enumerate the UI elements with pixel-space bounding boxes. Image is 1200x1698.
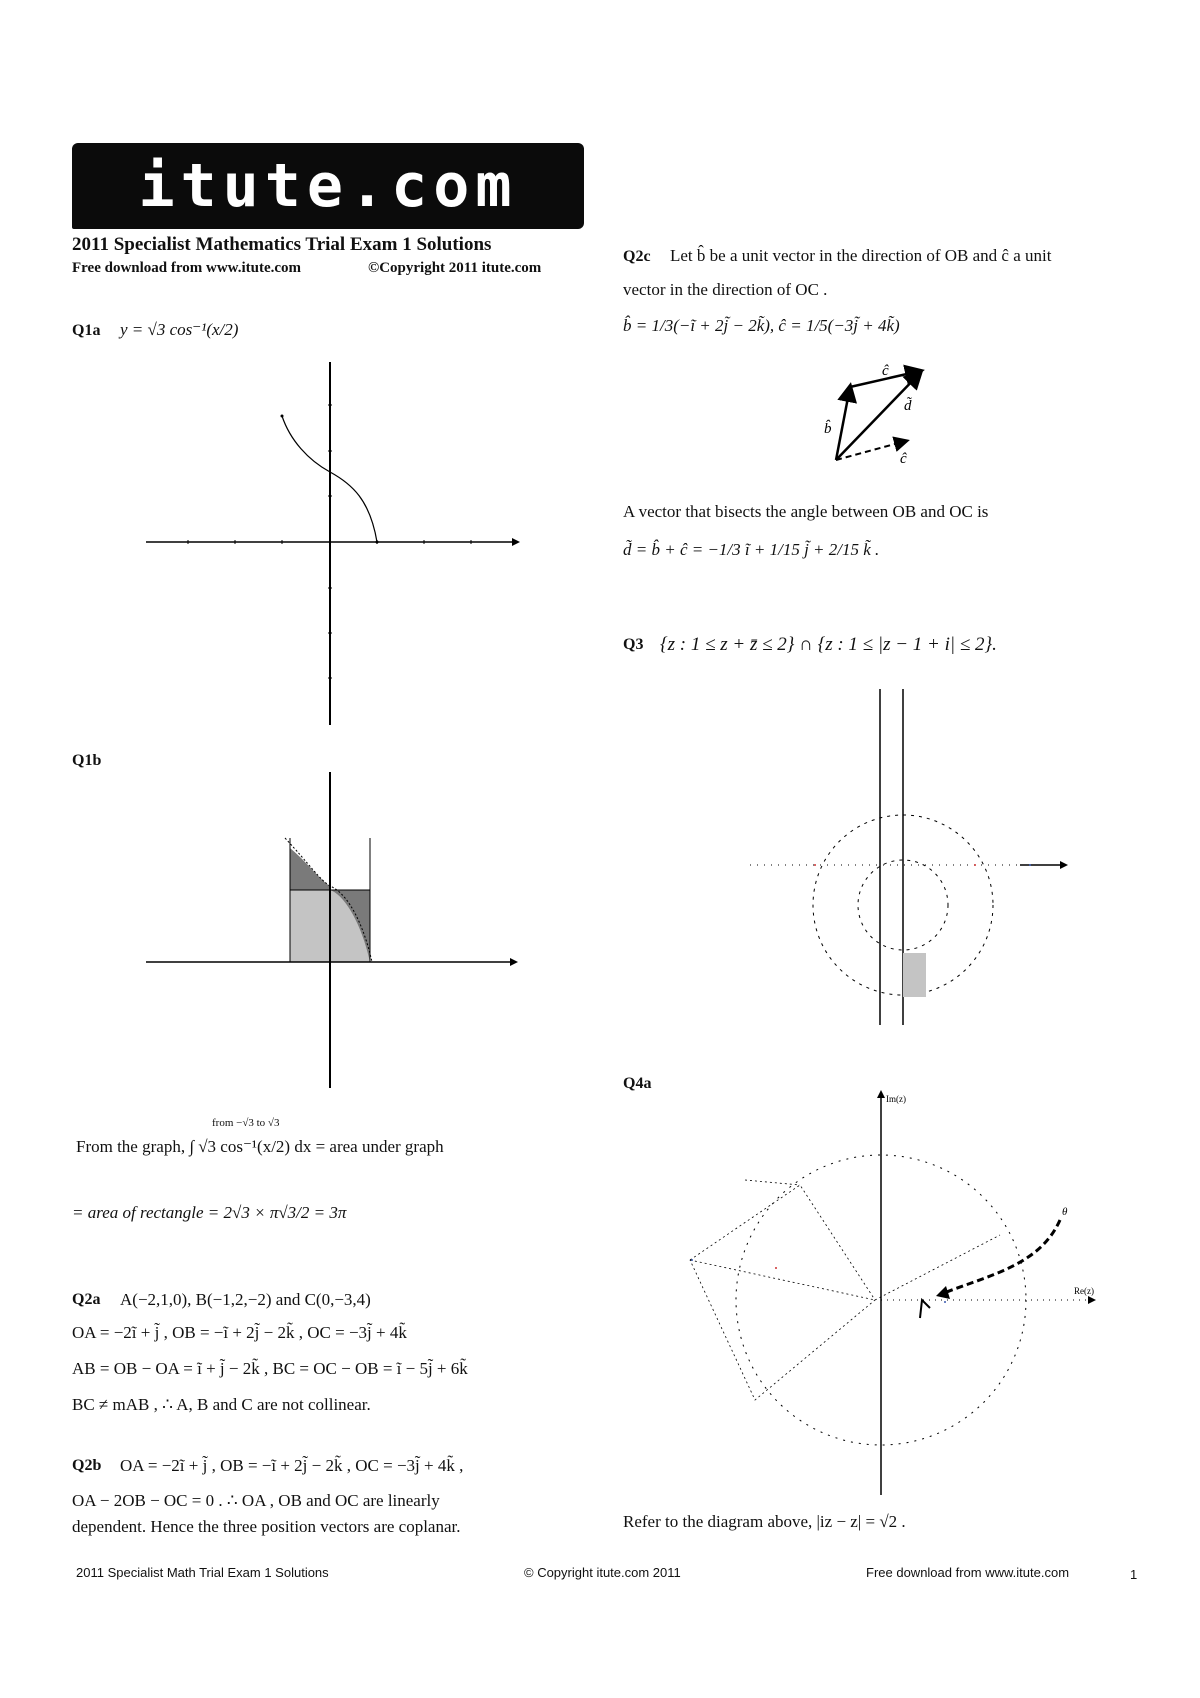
- q2a-line1: OA = −2ĩ + j̃ , OB = −ĩ + 2j̃ − 2k̃ , OC = −3j̃ + 4k̃: [72, 1323, 407, 1342]
- copyright: ©Copyright 2011 itute.com: [368, 260, 542, 276]
- download-link[interactable]: Free download from www.itute.com: [72, 260, 301, 276]
- q2c-line5: d̃ = b̂ + ĉ = −1/3 ĩ + 1/15 j̃ + 2/15 k̃ .: [623, 540, 880, 559]
- q2b-line1: OA = −2ĩ + j̃ , OB = −ĩ + 2j̃ − 2k̃ , OC = −3j̃ + 4k̃ ,: [120, 1456, 464, 1475]
- itute-logo: [72, 143, 584, 229]
- im-axis-label: Im(z): [886, 1094, 906, 1104]
- q2c-vector-diagram: [820, 355, 950, 470]
- q1a-label: Q1a: [72, 322, 101, 339]
- q2a-points: A(−2,1,0), B(−1,2,−2) and C(0,−3,4): [120, 1290, 371, 1309]
- solution-region: [903, 953, 926, 997]
- q2c-line4: A vector that bisects the angle between OB and OC is: [623, 502, 989, 521]
- q3-label: Q3: [623, 636, 644, 653]
- q3-argand-diagram: [730, 685, 1070, 1030]
- label-c-hat-bottom: ĉ: [900, 451, 907, 467]
- page-number: 1: [1130, 1567, 1138, 1582]
- footer-left: 2011 Specialist Math Trial Exam 1 Solutions: [76, 1565, 329, 1580]
- q1b-line2: = area of rectangle = 2√3 × π√3/2 = 3π: [72, 1203, 347, 1222]
- q2c-line3: b̂ = 1/3(−ĩ + 2j̃ − 2k̃), ĉ = 1/5(−3j̃ + 4k̃): [623, 316, 900, 335]
- q2c-line2: vector in the direction of OC .: [623, 280, 828, 299]
- q1b-label: Q1b: [72, 752, 102, 769]
- q2a-label: Q2a: [72, 1291, 101, 1308]
- logo-text: itute.com: [138, 151, 518, 221]
- rotation-arrow: [944, 1220, 1060, 1293]
- q4a-label: Q4a: [623, 1075, 652, 1092]
- label-c-hat-top: ĉ: [882, 363, 889, 379]
- re-axis-label: Re(z): [1074, 1286, 1094, 1296]
- label-b-hat: b̂: [824, 421, 832, 437]
- q2b-label: Q2b: [72, 1457, 102, 1474]
- q1b-limits: from −√3 to √3: [212, 1117, 280, 1129]
- theta-label: θ: [1062, 1206, 1068, 1218]
- q2a-line2: AB = OB − OA = ĩ + j̃ − 2k̃ , BC = OC − OB = ĩ − 5j̃ + 6k̃: [72, 1359, 468, 1378]
- label-d: d̃: [904, 398, 912, 414]
- page-title: 2011 Specialist Mathematics Trial Exam 1 Solutions: [72, 234, 492, 255]
- q4a-argand-diagram: [660, 1090, 1100, 1500]
- footer-right[interactable]: Free download from www.itute.com: [866, 1565, 1070, 1580]
- q1a-equation: y = √3 cos⁻¹(x/2): [120, 320, 239, 339]
- q2c-label: Q2c: [623, 248, 651, 265]
- q1b-line1: From the graph, ∫ √3 cos⁻¹(x/2) dx = area under graph: [76, 1137, 444, 1156]
- excess-region-left: [290, 848, 330, 890]
- q3-equation: {z : 1 ≤ z + z̄ ≤ 2} ∩ {z : 1 ≤ |z − 1 + i| ≤ 2}.: [660, 634, 997, 655]
- footer-center: © Copyright itute.com 2011: [524, 1565, 681, 1580]
- q4a-text: Refer to the diagram above, |iz − z| = √2 .: [623, 1512, 906, 1531]
- q1a-graph: [140, 360, 520, 730]
- q2a-line3: BC ≠ mAB , ∴ A, B and C are not collinear.: [72, 1395, 371, 1414]
- q1b-graph: [140, 770, 520, 1090]
- q2b-line2: OA − 2OB − OC = 0 . ∴ OA , OB and OC are linearly: [72, 1491, 440, 1510]
- q2b-line3: dependent. Hence the three position vectors are coplanar.: [72, 1517, 461, 1536]
- q2c-line1: Let b̂ be a unit vector in the direction of OB and ĉ a unit: [670, 246, 1052, 265]
